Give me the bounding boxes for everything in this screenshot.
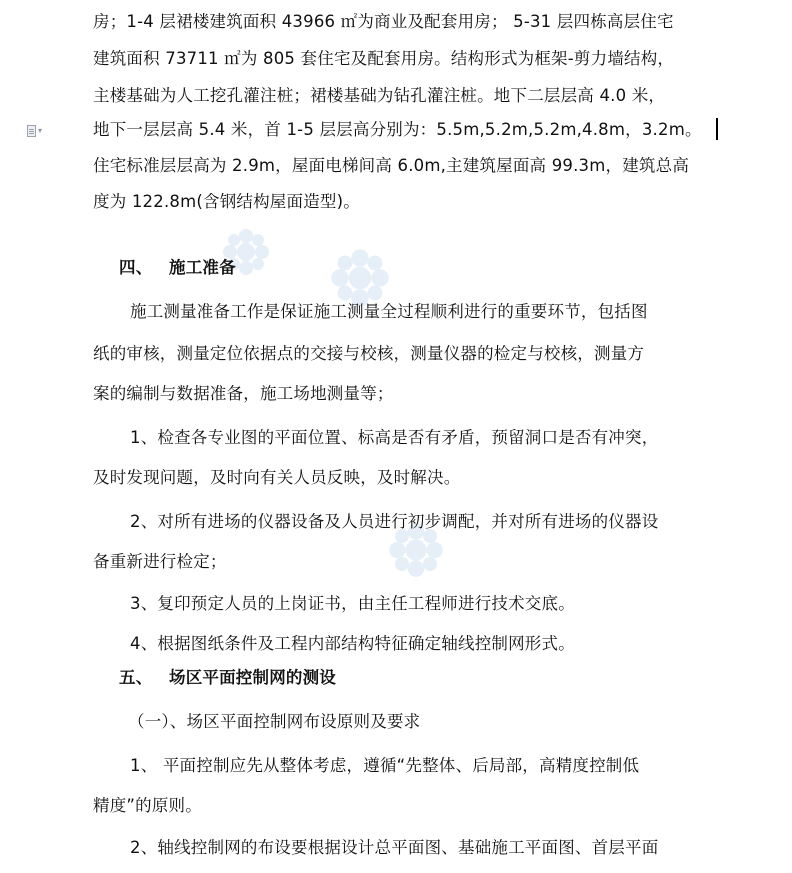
section-title: 场区平面控制网的测设 [169,668,336,687]
subsection-heading: （一）、场区平面控制网布设原则及要求 [128,712,421,731]
document-paragraph-icon[interactable] [27,124,49,138]
list-item: 1、 平面控制应先从整体考虑，遵循“先整体、后局部，高精度控制低 [130,756,640,775]
section-heading-5 [119,668,336,688]
body-line: 房；1-4 层裙楼建筑面积 43966 ㎡为商业及配套用房； 5-31 层四栋高层住宅 [93,12,674,31]
paragraph-line: 纸的审核，测量定位依据点的交接与校核，测量仪器的检定与校核，测量方 [93,344,645,363]
body-line: 住宅标准层层高为 2.9m，屋面电梯间高 6.0m,主建筑屋面高 99.3m，建筑总高 [93,156,690,175]
list-item: 3、复印预定人员的上岗证书，由主任工程师进行技术交底。 [130,594,575,613]
doc-glyph-icon [27,125,36,137]
list-item-continuation: 备重新进行检定； [93,552,227,571]
section-number: 五、 [119,668,153,687]
list-item-continuation: 精度”的原则。 [93,796,202,815]
paragraph-line: 案的编制与数据准备，施工场地测量等； [93,384,394,403]
body-line: 度为 122.8m(含钢结构屋面造型)。 [93,192,360,211]
list-item: 2、轴线控制网的布设要根据设计总平面图、基础施工平面图、首层平面 [130,838,659,857]
body-line: 建筑面积 73711 ㎡为 805 套住宅及配套用房。结构形式为框架-剪力墙结构， [93,49,675,68]
section-number: 四、 [119,258,153,277]
text-cursor [716,118,718,140]
list-item: 1、检查各专业图的平面位置、标高是否有矛盾，预留洞口是否有冲突， [130,428,659,447]
list-item-continuation: 及时发现问题，及时向有关人员反映，及时解决。 [93,468,461,487]
body-line: 地下一层层高 5.4 米，首 1-5 层层高分别为：5.5m,5.2m,5.2m,4.8m，3.2m。 [93,120,702,139]
list-item: 2、对所有进场的仪器设备及人员进行初步调配，并对所有进场的仪器设 [130,512,659,531]
chevron-down-icon: ▾ [38,126,43,135]
snowflake-watermark-icon [330,248,390,308]
body-line: 主楼基础为人工挖孔灌注桩；裙楼基础为钻孔灌注桩。地下二层层高 4.0 米， [93,86,666,105]
section-title: 施工准备 [169,258,236,277]
section-heading-4 [119,258,236,278]
list-item: 4、根据图纸条件及工程内部结构特征确定轴线控制网形式。 [130,634,575,653]
paragraph-line: 施工测量准备工作是保证施工测量全过程顺利进行的重要环节，包括图 [130,302,648,321]
